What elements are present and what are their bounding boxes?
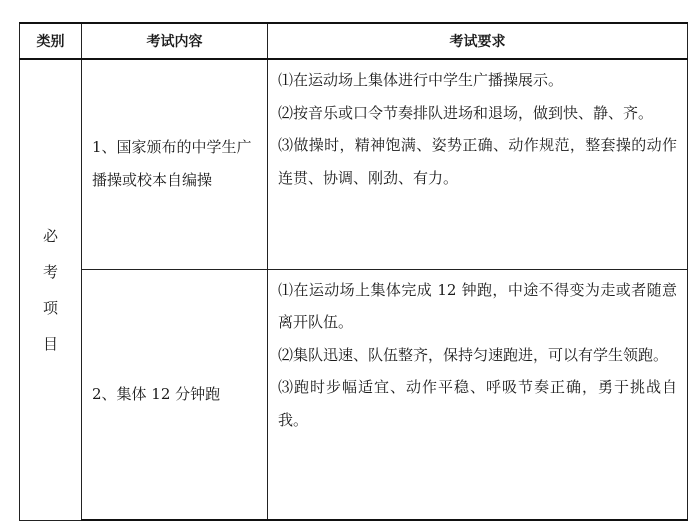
requirement-item: ⑴在运动场上集体进行中学生广播操展示。 [278, 71, 564, 89]
requirement-item: ⑵按音乐或口令节奏排队进场和退场，做到快、静、齐。 [278, 103, 654, 122]
table-row [20, 269, 688, 520]
content-cell: 2、集体 12 分钟跑 [82, 269, 268, 520]
table-row [20, 59, 688, 269]
header-row [20, 23, 688, 59]
requirement-item: ⑴在运动场上集体完成 12 钟跑，中途不得变为走或者随意离开队伍。 [278, 280, 677, 331]
requirements-cell [268, 269, 688, 520]
exam-table-container [19, 22, 687, 521]
category-char: 目 [42, 334, 58, 353]
exam-requirements-table [19, 22, 688, 521]
category-char: 考 [42, 262, 58, 281]
category-char: 项 [42, 298, 58, 317]
category-cell [20, 59, 82, 520]
header-category: 类别 [20, 23, 82, 59]
header-content: 考试内容 [82, 23, 268, 59]
header-requirements: 考试要求 [268, 23, 688, 59]
requirements-cell [268, 59, 688, 269]
requirement-item: ⑶做操时，精神饱满、姿势正确、动作规范，整套操的动作连贯、协调、刚劲、有力。 [278, 136, 677, 187]
content-cell: 1、国家颁布的中学生广播操或校本自编操 [82, 59, 268, 269]
category-char: 必 [42, 226, 58, 245]
requirement-item: ⑶跑时步幅适宜、动作平稳、呼吸节奏正确，勇于挑战自我。 [278, 378, 677, 429]
requirement-item: ⑵集队迅速、队伍整齐，保持匀速跑进，可以有学生领跑。 [278, 345, 669, 364]
